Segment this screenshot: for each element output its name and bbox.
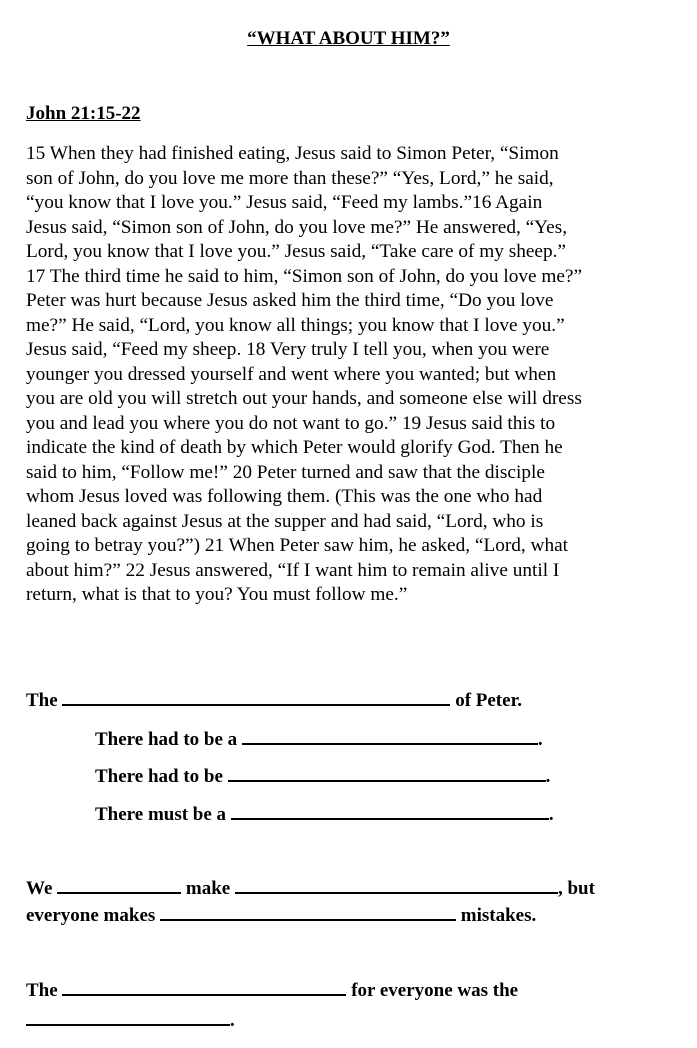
passage-line: indicate the kind of death by which Peter would glorify God. Then he: [26, 437, 563, 458]
fill-line-4: [95, 804, 554, 826]
passage-line: younger you dressed yourself and went where you wanted; but when: [26, 363, 557, 385]
passage-line: you are old you will stretch out your hands, and someone else will dress: [26, 388, 582, 409]
passage-line: 15 When they had finished eating, Jesus said to Simon Peter, “Simon: [26, 143, 559, 164]
passage-line: said to him, “Follow me!” 20 Peter turned and saw that the disciple: [26, 461, 545, 483]
fill-text: .: [545, 766, 551, 787]
passage-line: you and lead you where you do not want to go.” 19 Jesus said this to: [26, 412, 556, 434]
passage-line: me?” He said, “Lord, you know all things; you know that I love you.”: [26, 314, 565, 336]
fill-text: of Peter.: [455, 690, 523, 711]
fill-text: .: [230, 1010, 235, 1031]
passage-line: son of John, do you love me more than these?” “Yes, Lord,” he said,: [26, 167, 554, 189]
blank-field[interactable]: [62, 703, 450, 706]
fill-line-1: [26, 690, 522, 712]
passage-line: whom Jesus loved was following them. (This was the one who had: [26, 486, 543, 507]
fill-text: for everyone was the: [351, 980, 519, 1001]
passage-line: return, what is that to you? You must follow me.”: [26, 584, 408, 605]
passage-line: 17 The third time he said to him, “Simon son of John, do you love me?”: [26, 265, 583, 287]
fill-text: , but: [557, 878, 595, 899]
blank-field[interactable]: [231, 817, 549, 820]
blank-field[interactable]: [242, 742, 538, 745]
page-title: “WHAT ABOUT HIM?”: [247, 28, 450, 49]
passage-line: Jesus said, “Simon son of John, do you love me?” He answered, “Yes,: [26, 216, 568, 238]
scripture-passage: [26, 142, 670, 608]
blank-field[interactable]: [160, 918, 456, 921]
fill-text: .: [548, 804, 554, 825]
blank-field[interactable]: [228, 779, 546, 782]
fill-text: There had to be a: [95, 729, 238, 750]
fill-line-6: [26, 905, 536, 927]
fill-line-7: [26, 980, 518, 1002]
fill-text: mistakes.: [460, 905, 537, 926]
fill-line-3: [95, 766, 550, 788]
fill-line-8: [26, 1010, 235, 1032]
passage-line: “you know that I love you.” Jesus said, “Feed my lambs.”16 Again: [26, 192, 543, 213]
passage-line: Peter was hurt because Jesus asked him the third time, “Do you love: [26, 290, 554, 311]
fill-text: The: [26, 690, 58, 711]
passage-line: leaned back against Jesus at the supper and had said, “Lord, who is: [26, 510, 544, 532]
fill-text: everyone makes: [26, 905, 156, 926]
passage-line: Lord, you know that I love you.” Jesus said, “Take care of my sheep.”: [26, 241, 566, 262]
fill-line-2: [95, 729, 543, 751]
fill-text: .: [537, 729, 543, 750]
fill-line-5: [26, 878, 595, 900]
fill-text: We: [26, 878, 53, 899]
fill-text: There had to be: [95, 766, 223, 787]
blank-field[interactable]: [62, 993, 346, 996]
passage-line: Jesus said, “Feed my sheep. 18 Very truly I tell you, when you were: [26, 339, 550, 360]
passage-line: going to betray you?”) 21 When Peter saw him, he asked, “Lord, what: [26, 535, 569, 556]
fill-text: There must be a: [95, 804, 227, 825]
fill-text: make: [185, 878, 231, 899]
blank-field[interactable]: [235, 891, 558, 894]
blank-field[interactable]: [26, 1023, 230, 1026]
blank-field[interactable]: [57, 891, 181, 894]
scripture-reference: John 21:15-22: [26, 103, 141, 124]
passage-line: about him?” 22 Jesus answered, “If I want him to remain alive until I: [26, 559, 560, 581]
fill-text: The: [26, 980, 58, 1001]
